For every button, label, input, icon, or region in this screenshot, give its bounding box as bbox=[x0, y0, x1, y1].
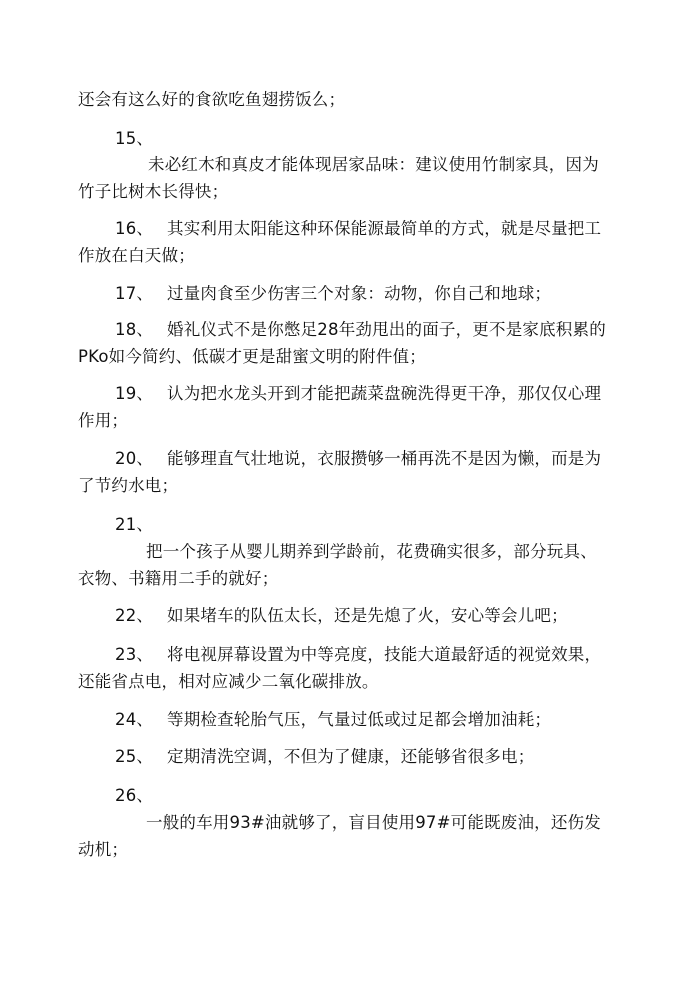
item-19-line2: 作用； bbox=[78, 411, 129, 430]
item-23-line2: 还能省点电，相对应减少二氧化碳排放。 bbox=[78, 672, 379, 691]
item-21-number: 21、 bbox=[115, 515, 154, 534]
intro-line: 还会有这么好的食欲吃鱼翅捞饭么； bbox=[78, 90, 346, 109]
item-21-line2: 衣物、书籍用二手的就好； bbox=[78, 569, 279, 588]
item-18-line1: 婚礼仪式不是你憋足28年劲甩出的面子，更不是家底积累的 bbox=[167, 320, 606, 339]
item-15-number: 15、 bbox=[115, 129, 154, 148]
item-26-number: 26、 bbox=[115, 786, 154, 805]
item-17-number: 17、 bbox=[115, 284, 154, 303]
item-22-number: 22、 bbox=[115, 606, 154, 625]
item-17-line1: 过量肉食至少伤害三个对象：动物，你自己和地球； bbox=[167, 284, 552, 303]
item-15-line2: 竹子比树木长得快； bbox=[78, 182, 229, 201]
item-15-line1: 未必红木和真皮才能体现居家品味：建议使用竹制家具，因为 bbox=[148, 155, 599, 174]
item-18-line2: PKo如今简约、低碳才更是甜蜜文明的附件值； bbox=[78, 347, 426, 366]
item-16-line2: 作放在白天做； bbox=[78, 246, 195, 265]
item-24-number: 24、 bbox=[115, 710, 154, 729]
item-25-number: 25、 bbox=[115, 747, 154, 766]
item-20-line1: 能够理直气壮地说，衣服攒够一桶再洗不是因为懒，而是为 bbox=[167, 449, 602, 468]
item-21-line1: 把一个孩子从婴儿期养到学龄前，花费确实很多，部分玩具、 bbox=[146, 542, 597, 561]
item-16-number: 16、 bbox=[115, 219, 154, 238]
item-19-line1: 认为把水龙头开到才能把蔬菜盘碗洗得更干净，那仅仅心理 bbox=[167, 384, 602, 403]
item-18-number: 18、 bbox=[115, 320, 154, 339]
item-16-line1: 其实利用太阳能这种环保能源最简单的方式，就是尽量把工 bbox=[167, 219, 602, 238]
item-26-line2: 动机； bbox=[78, 840, 129, 859]
item-24-line1: 等期检查轮胎气压，气量过低或过足都会增加油耗； bbox=[167, 710, 552, 729]
item-19-number: 19、 bbox=[115, 384, 154, 403]
item-25-line1: 定期清洗空调，不但为了健康，还能够省很多电； bbox=[167, 747, 535, 766]
item-23-number: 23、 bbox=[115, 645, 154, 664]
item-20-line2: 了节约水电； bbox=[78, 476, 179, 495]
item-26-line1: 一般的车用93#油就够了，盲目使用97#可能既废油，还伤发 bbox=[146, 813, 601, 832]
item-22-line1: 如果堵车的队伍太长，还是先熄了火，安心等会儿吧； bbox=[167, 606, 568, 625]
item-23-line1: 将电视屏幕设置为中等亮度，技能大道最舒适的视觉效果， bbox=[167, 645, 602, 664]
item-20-number: 20、 bbox=[115, 449, 154, 468]
